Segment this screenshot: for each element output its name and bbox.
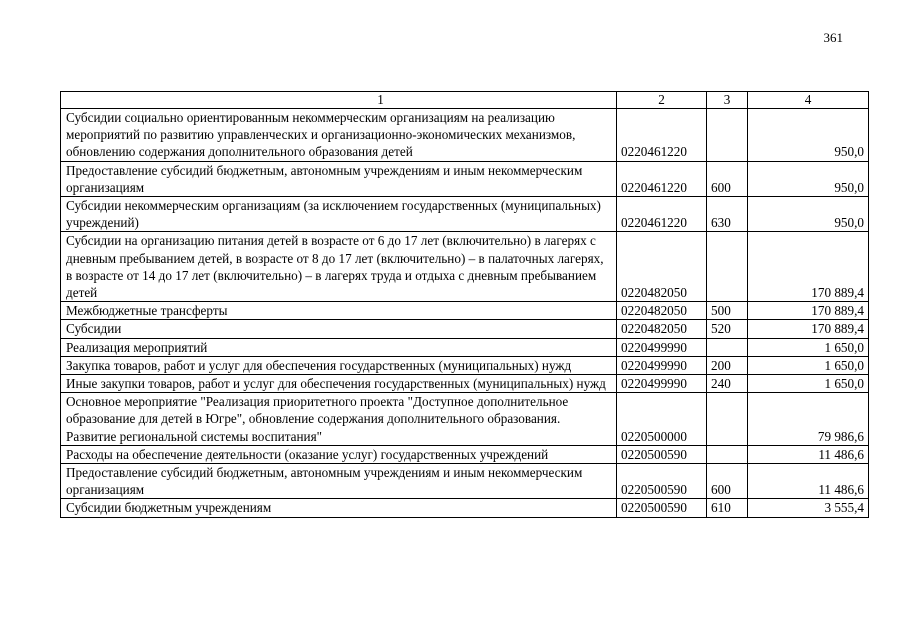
cell-name: Предоставление субсидий бюджетным, автономным учреждениям и иным некоммерческим организациям bbox=[61, 464, 617, 499]
cell-amount: 1 650,0 bbox=[748, 375, 869, 393]
cell-name: Субсидии bbox=[61, 320, 617, 338]
cell-code: 0220499990 bbox=[617, 356, 707, 374]
header-cell-type: 3 bbox=[707, 92, 748, 109]
cell-code: 0220461220 bbox=[617, 109, 707, 162]
cell-type: 600 bbox=[707, 464, 748, 499]
cell-type: 630 bbox=[707, 197, 748, 232]
cell-type bbox=[707, 393, 748, 446]
cell-amount: 79 986,6 bbox=[748, 393, 869, 446]
header-cell-amount: 4 bbox=[748, 92, 869, 109]
cell-type: 610 bbox=[707, 499, 748, 517]
table-row bbox=[61, 161, 869, 196]
table-header-row bbox=[61, 92, 869, 109]
cell-amount: 950,0 bbox=[748, 109, 869, 162]
cell-type: 240 bbox=[707, 375, 748, 393]
header-cell-name: 1 bbox=[61, 92, 617, 109]
cell-code: 0220482050 bbox=[617, 302, 707, 320]
cell-amount: 170 889,4 bbox=[748, 302, 869, 320]
cell-amount: 1 650,0 bbox=[748, 338, 869, 356]
cell-name: Иные закупки товаров, работ и услуг для обеспечения государственных (муниципальных) нужд bbox=[61, 375, 617, 393]
cell-amount: 170 889,4 bbox=[748, 320, 869, 338]
table-row bbox=[61, 499, 869, 517]
cell-amount: 1 650,0 bbox=[748, 356, 869, 374]
table-row bbox=[61, 320, 869, 338]
cell-amount: 170 889,4 bbox=[748, 232, 869, 302]
cell-code: 0220461220 bbox=[617, 197, 707, 232]
cell-name: Предоставление субсидий бюджетным, автономным учреждениям и иным некоммерческим организациям bbox=[61, 161, 617, 196]
table-row bbox=[61, 393, 869, 446]
cell-code: 0220500590 bbox=[617, 445, 707, 463]
cell-name: Субсидии на организацию питания детей в возрасте от 6 до 17 лет (включительно) в лагерях с дневным пребыванием детей, в возрасте от 8 до 17 лет (включительно) – в палаточных лагерях, в возрасте от 14 до 17 лет (включительно) – в лагерях труда и отдыха с дневным пребыванием детей bbox=[61, 232, 617, 302]
cell-name: Субсидии социально ориентированным некоммерческим организациям на реализацию мероприятий по развитию управленческих и организационно-экономических механизмов, обновлению содержания дополнительного образования детей bbox=[61, 109, 617, 162]
table-row bbox=[61, 197, 869, 232]
table-row bbox=[61, 302, 869, 320]
table-row bbox=[61, 109, 869, 162]
cell-code: 0220499990 bbox=[617, 338, 707, 356]
table-row bbox=[61, 232, 869, 302]
page-number: 361 bbox=[823, 30, 843, 45]
cell-type bbox=[707, 109, 748, 162]
cell-amount: 950,0 bbox=[748, 161, 869, 196]
header-cell-code: 2 bbox=[617, 92, 707, 109]
cell-amount: 11 486,6 bbox=[748, 464, 869, 499]
cell-amount: 3 555,4 bbox=[748, 499, 869, 517]
cell-amount: 11 486,6 bbox=[748, 445, 869, 463]
cell-code: 0220500590 bbox=[617, 464, 707, 499]
table-row bbox=[61, 445, 869, 463]
table-row bbox=[61, 356, 869, 374]
cell-name: Расходы на обеспечение деятельности (оказание услуг) государственных учреждений bbox=[61, 445, 617, 463]
cell-type: 600 bbox=[707, 161, 748, 196]
budget-table bbox=[60, 91, 869, 518]
cell-type: 500 bbox=[707, 302, 748, 320]
cell-code: 0220499990 bbox=[617, 375, 707, 393]
cell-type: 200 bbox=[707, 356, 748, 374]
cell-name: Закупка товаров, работ и услуг для обеспечения государственных (муниципальных) нужд bbox=[61, 356, 617, 374]
cell-name: Реализация мероприятий bbox=[61, 338, 617, 356]
cell-name: Основное мероприятие "Реализация приоритетного проекта "Доступное дополнительное образование для детей в Югре", обновление содержания дополнительного образования. Развитие региональной системы воспитания" bbox=[61, 393, 617, 446]
cell-name: Межбюджетные трансферты bbox=[61, 302, 617, 320]
cell-code: 0220482050 bbox=[617, 232, 707, 302]
cell-code: 0220500000 bbox=[617, 393, 707, 446]
cell-type bbox=[707, 232, 748, 302]
table-row bbox=[61, 338, 869, 356]
cell-type bbox=[707, 445, 748, 463]
cell-code: 0220500590 bbox=[617, 499, 707, 517]
cell-code: 0220482050 bbox=[617, 320, 707, 338]
cell-name: Субсидии некоммерческим организациям (за исключением государственных (муниципальных) учреждений) bbox=[61, 197, 617, 232]
cell-amount: 950,0 bbox=[748, 197, 869, 232]
table-row bbox=[61, 464, 869, 499]
table-row bbox=[61, 375, 869, 393]
cell-code: 0220461220 bbox=[617, 161, 707, 196]
cell-type bbox=[707, 338, 748, 356]
cell-type: 520 bbox=[707, 320, 748, 338]
cell-name: Субсидии бюджетным учреждениям bbox=[61, 499, 617, 517]
